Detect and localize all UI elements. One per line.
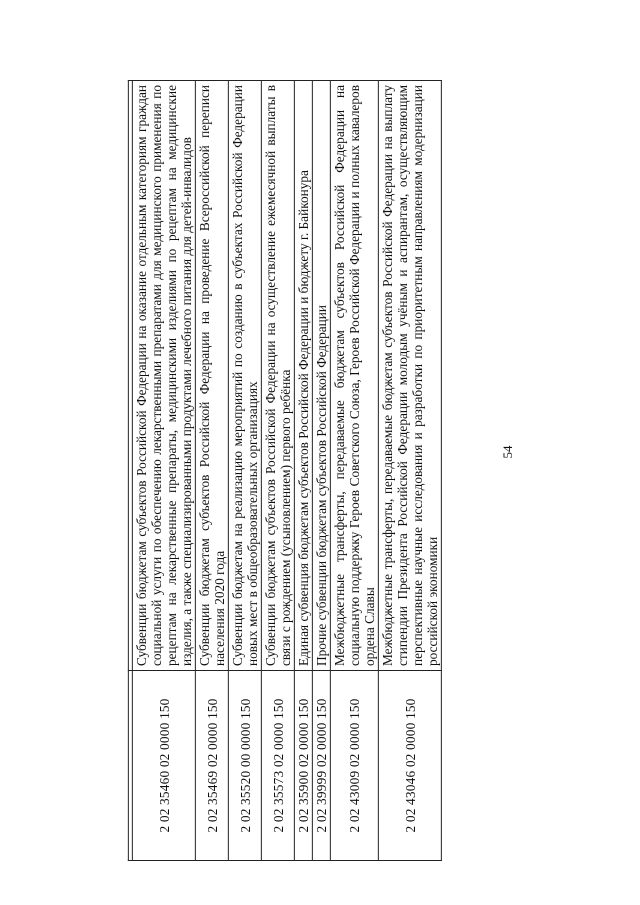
budget-code-cell: 2 02 35573 02 0000 150 xyxy=(261,671,294,861)
description-cell: Субвенции бюджетам субъектов Российской Федерации на проведение Всероссийской переписи населения 2020 года xyxy=(195,81,228,671)
budget-code-cell: 2 02 39999 02 0000 150 xyxy=(313,671,331,861)
table-row xyxy=(228,81,261,861)
table-row xyxy=(295,81,313,861)
table-row xyxy=(195,81,228,861)
budget-code-cell: 2 02 35469 02 0000 150 xyxy=(195,671,228,861)
description-cell: Единая субвенция бюджетам субъектов Российской Федерации и бюджету г. Байконура xyxy=(295,81,313,671)
description-cell: Межбюджетные трансферты, передаваемые бюджетам субъектов Российской Федерации на выплату стипендии Президента Российской Федерации молодым учёным и аспирантам, осуществляющим перспективные научные исследования и разработки по приоритетным направлениям модернизации российской экономики xyxy=(379,81,442,671)
description-cell: Субвенции бюджетам субъектов Российской Федерации на оказание отдельным категориям граждан социальной услуги по обеспечению лекарственными препаратами для медицинского применения по рецептам на лекарственные препараты, медицинскими изделиями по рецептам на медицинские изделия, а также специализированными продуктами лечебного питания для детей-инвалидов xyxy=(132,81,195,671)
budget-code-cell: 2 02 43009 02 0000 150 xyxy=(331,671,379,861)
description-cell: Субвенции бюджетам субъектов Российской Федерации на осуществление ежемесячной выплаты в связи с рождением (усыновлением) первого ребёнка xyxy=(261,81,294,671)
description-cell: Прочие субвенции бюджетам субъектов Российской Федерации xyxy=(313,81,331,671)
table-row xyxy=(132,81,195,861)
table-row xyxy=(331,81,379,861)
budget-codes-table xyxy=(128,80,442,861)
description-cell: Межбюджетные трансферты, передаваемые бюджетам субъектов Российской Федерации на социальную поддержку Героев Советского Союза, Героев Российской Федерации и полных кавалеров ордена Славы xyxy=(331,81,379,671)
budget-code-cell: 2 02 35520 00 0000 150 xyxy=(228,671,261,861)
table-row xyxy=(261,81,294,861)
page-number: 54 xyxy=(500,445,515,459)
budget-code-cell: 2 02 35900 02 0000 150 xyxy=(295,671,313,861)
budget-code-cell: 2 02 43046 02 0000 150 xyxy=(379,671,442,861)
table-row xyxy=(313,81,331,861)
description-cell: Субвенции бюджетам на реализацию мероприятий по созданию в субъектах Российской Федерации новых мест в общеобразовательных организациях xyxy=(228,81,261,671)
budget-codes-table-container xyxy=(128,81,442,861)
table-row xyxy=(379,81,442,861)
budget-code-cell: 2 02 35460 02 0000 150 xyxy=(132,671,195,861)
